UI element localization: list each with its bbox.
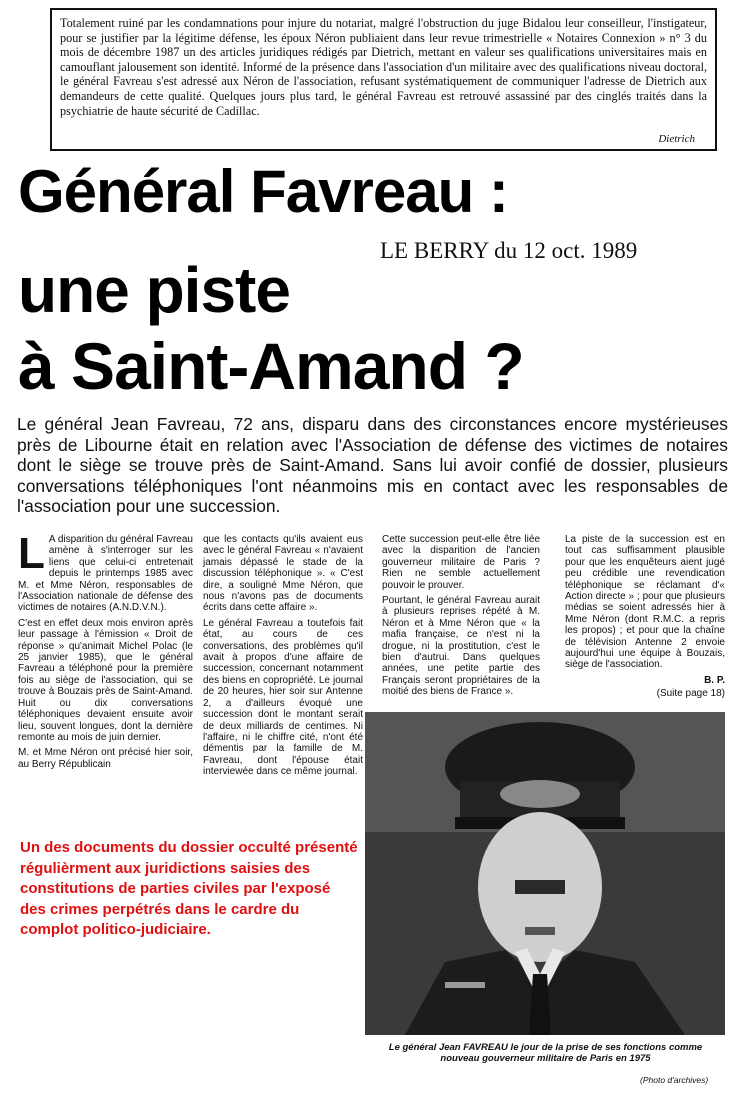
column-2-paragraph-2: Le général Favreau a toutefois fait état, au cours de ces conversations, des problèmes qu'il avait à propos d'une affaire de succession, concernant notamment des biens en copropriété. Le journal de 20 heures, hier soir sur Antenne 2, a d'ailleurs évoqué une succession dont le montant serait de deux milliards de centimes. Ni l'affaire, ni le chiffre cité, n'ont été démentis par la famille de M. Favreau, dont l'épouse était interviewée dans ce même journal. bbox=[203, 617, 363, 778]
portrait-illustration bbox=[365, 712, 725, 1035]
annotation-note: Un des documents du dossier occulté présenté régulièrment aux juridictions saisies des constitutions de parties civiles par l'exposé des crimes perpétrés dans le cardre du complot politico-judiciaire. bbox=[20, 839, 358, 938]
author-initials: B. P. bbox=[704, 674, 725, 686]
column-1-paragraph-1: A disparition du général Favreau amène à s'interroger sur les liens que celui-ci entretenait depuis le printemps 1985 avec M. et Mme Néron, responsables de l'Association nationale de défense des victimes de notaires (A.N.D.V.N.). bbox=[18, 534, 193, 614]
intro-text: Totalement ruiné par les condamnations pour injure du notariat, malgré l'obstruction du juge Bidalou leur conseilleur, l'instigateur, pour se justifier par la légitime défense, les époux Néron publiaient dans leur revue trimestrielle « Notaires Connexion » n° 3 du mois de décembre 1987 un des articles juridiques rédigés par Dietrich, mettant en valeur ses qualifications universitaires mais en camouflant jalousement son identité. Informé de la présence dans l'association d'un militaire avec des qualifications niveau doctoral, le général Favreau s'est adressé aux Néron de l'association, refusant systématiquement de communiquer l'adresse de Dietrich aux demandeurs de cette qualité. Quelques jours plus tard, le général Favreau est retrouvé assassiné par des cinglés traités dans la psychiatrie de haute sécurité de Cadillac. bbox=[60, 16, 707, 118]
column-3-paragraph-2: Pourtant, le général Favreau aurait à plusieurs reprises répété à M. Néron et à Mme Néron que « la mafia française, ce n'est ni la drogue, ni la prostitution, c'est le bien d'autrui. Dans quelques années, une petite partie des Français seront propriétaires de la moitié des biens de France ». bbox=[382, 595, 540, 698]
newspaper-source: LE BERRY du 12 oct. 1989 bbox=[380, 238, 638, 263]
handwritten-signature: Dietrich bbox=[658, 133, 695, 146]
headline-line-1: Général Favreau : bbox=[18, 158, 508, 225]
general-portrait-photo bbox=[365, 712, 725, 1035]
drop-cap: L bbox=[18, 529, 45, 578]
column-3-paragraph-1: Cette succession peut-elle être liée avec la disparition de l'ancien gouverneur militaire de Paris ? Rien ne semble actuellement pouvoir le prouver. bbox=[382, 534, 540, 591]
photo-caption: Le général Jean FAVREAU le jour de la prise de ses fonctions comme nouveau gouverneur militaire de Paris en 1975 bbox=[388, 1042, 703, 1064]
lead-paragraph: Le général Jean Favreau, 72 ans, disparu dans des circonstances encore mystérieuses près de Libourne était en relation avec l'Association de défense des victimes de notaires dont le siège se trouve près de Saint-Amand. Sans lui avoir confié de dossier, plusieurs conversations téléphoniques l'ont néanmoins mis en contact avec les responsables de l'association pour une succession. bbox=[17, 414, 728, 517]
intro-box bbox=[50, 8, 717, 151]
continued-note: (Suite page 18) bbox=[656, 688, 725, 700]
headline-line-2: une piste bbox=[18, 254, 290, 326]
article-column-4 bbox=[565, 534, 725, 700]
article-column-1 bbox=[18, 529, 193, 774]
article-column-2 bbox=[203, 534, 363, 782]
article-column-3 bbox=[382, 534, 540, 702]
column-1-paragraph-2: C'est en effet deux mois environ après leur passage à l'émission « Droit de réponse » qu'animait Michel Polac (le 25 janvier 1985), que le général Favreau a téléphoné pour la première fois au siège de l'association, qui se trouve à Bouzais près de Saint-Amand. Huit ou dix conversations téléphoniques devaient ensuite avoir lieu, souvent longues, dont la dernière remonte au mois de juin dernier. bbox=[18, 617, 193, 743]
column-4-paragraph-1: La piste de la succession est en tout cas suffisamment plausible pour que les enquêteurs aient jugé peu crédible une revendication téléphonique se réclamant d'« Action directe » ; pour que plusieurs médias se soient adressés hier à Mme Néron (dont R.M.C. a repris les propos) ; et pour que la chaîne de télévision Antenne 2 envoie aujourd'hui une équipe à Bouzais, siège de l'association. bbox=[565, 534, 725, 671]
photo-credit: (Photo d'archives) bbox=[640, 1075, 709, 1085]
headline-line-3: à Saint-Amand ? bbox=[18, 329, 524, 403]
column-2-paragraph-1: que les contacts qu'ils avaient eus avec le général Favreau « n'avaient jamais dépassé le stade de la discussion téléphonique ». « C'est dire, a souligné Mme Néron, que nous n'avons pas de documents écrits dans cette affaire ». bbox=[203, 534, 363, 614]
column-1-paragraph-3: M. et Mme Néron ont précisé hier soir, au Berry Républicain bbox=[18, 747, 193, 770]
